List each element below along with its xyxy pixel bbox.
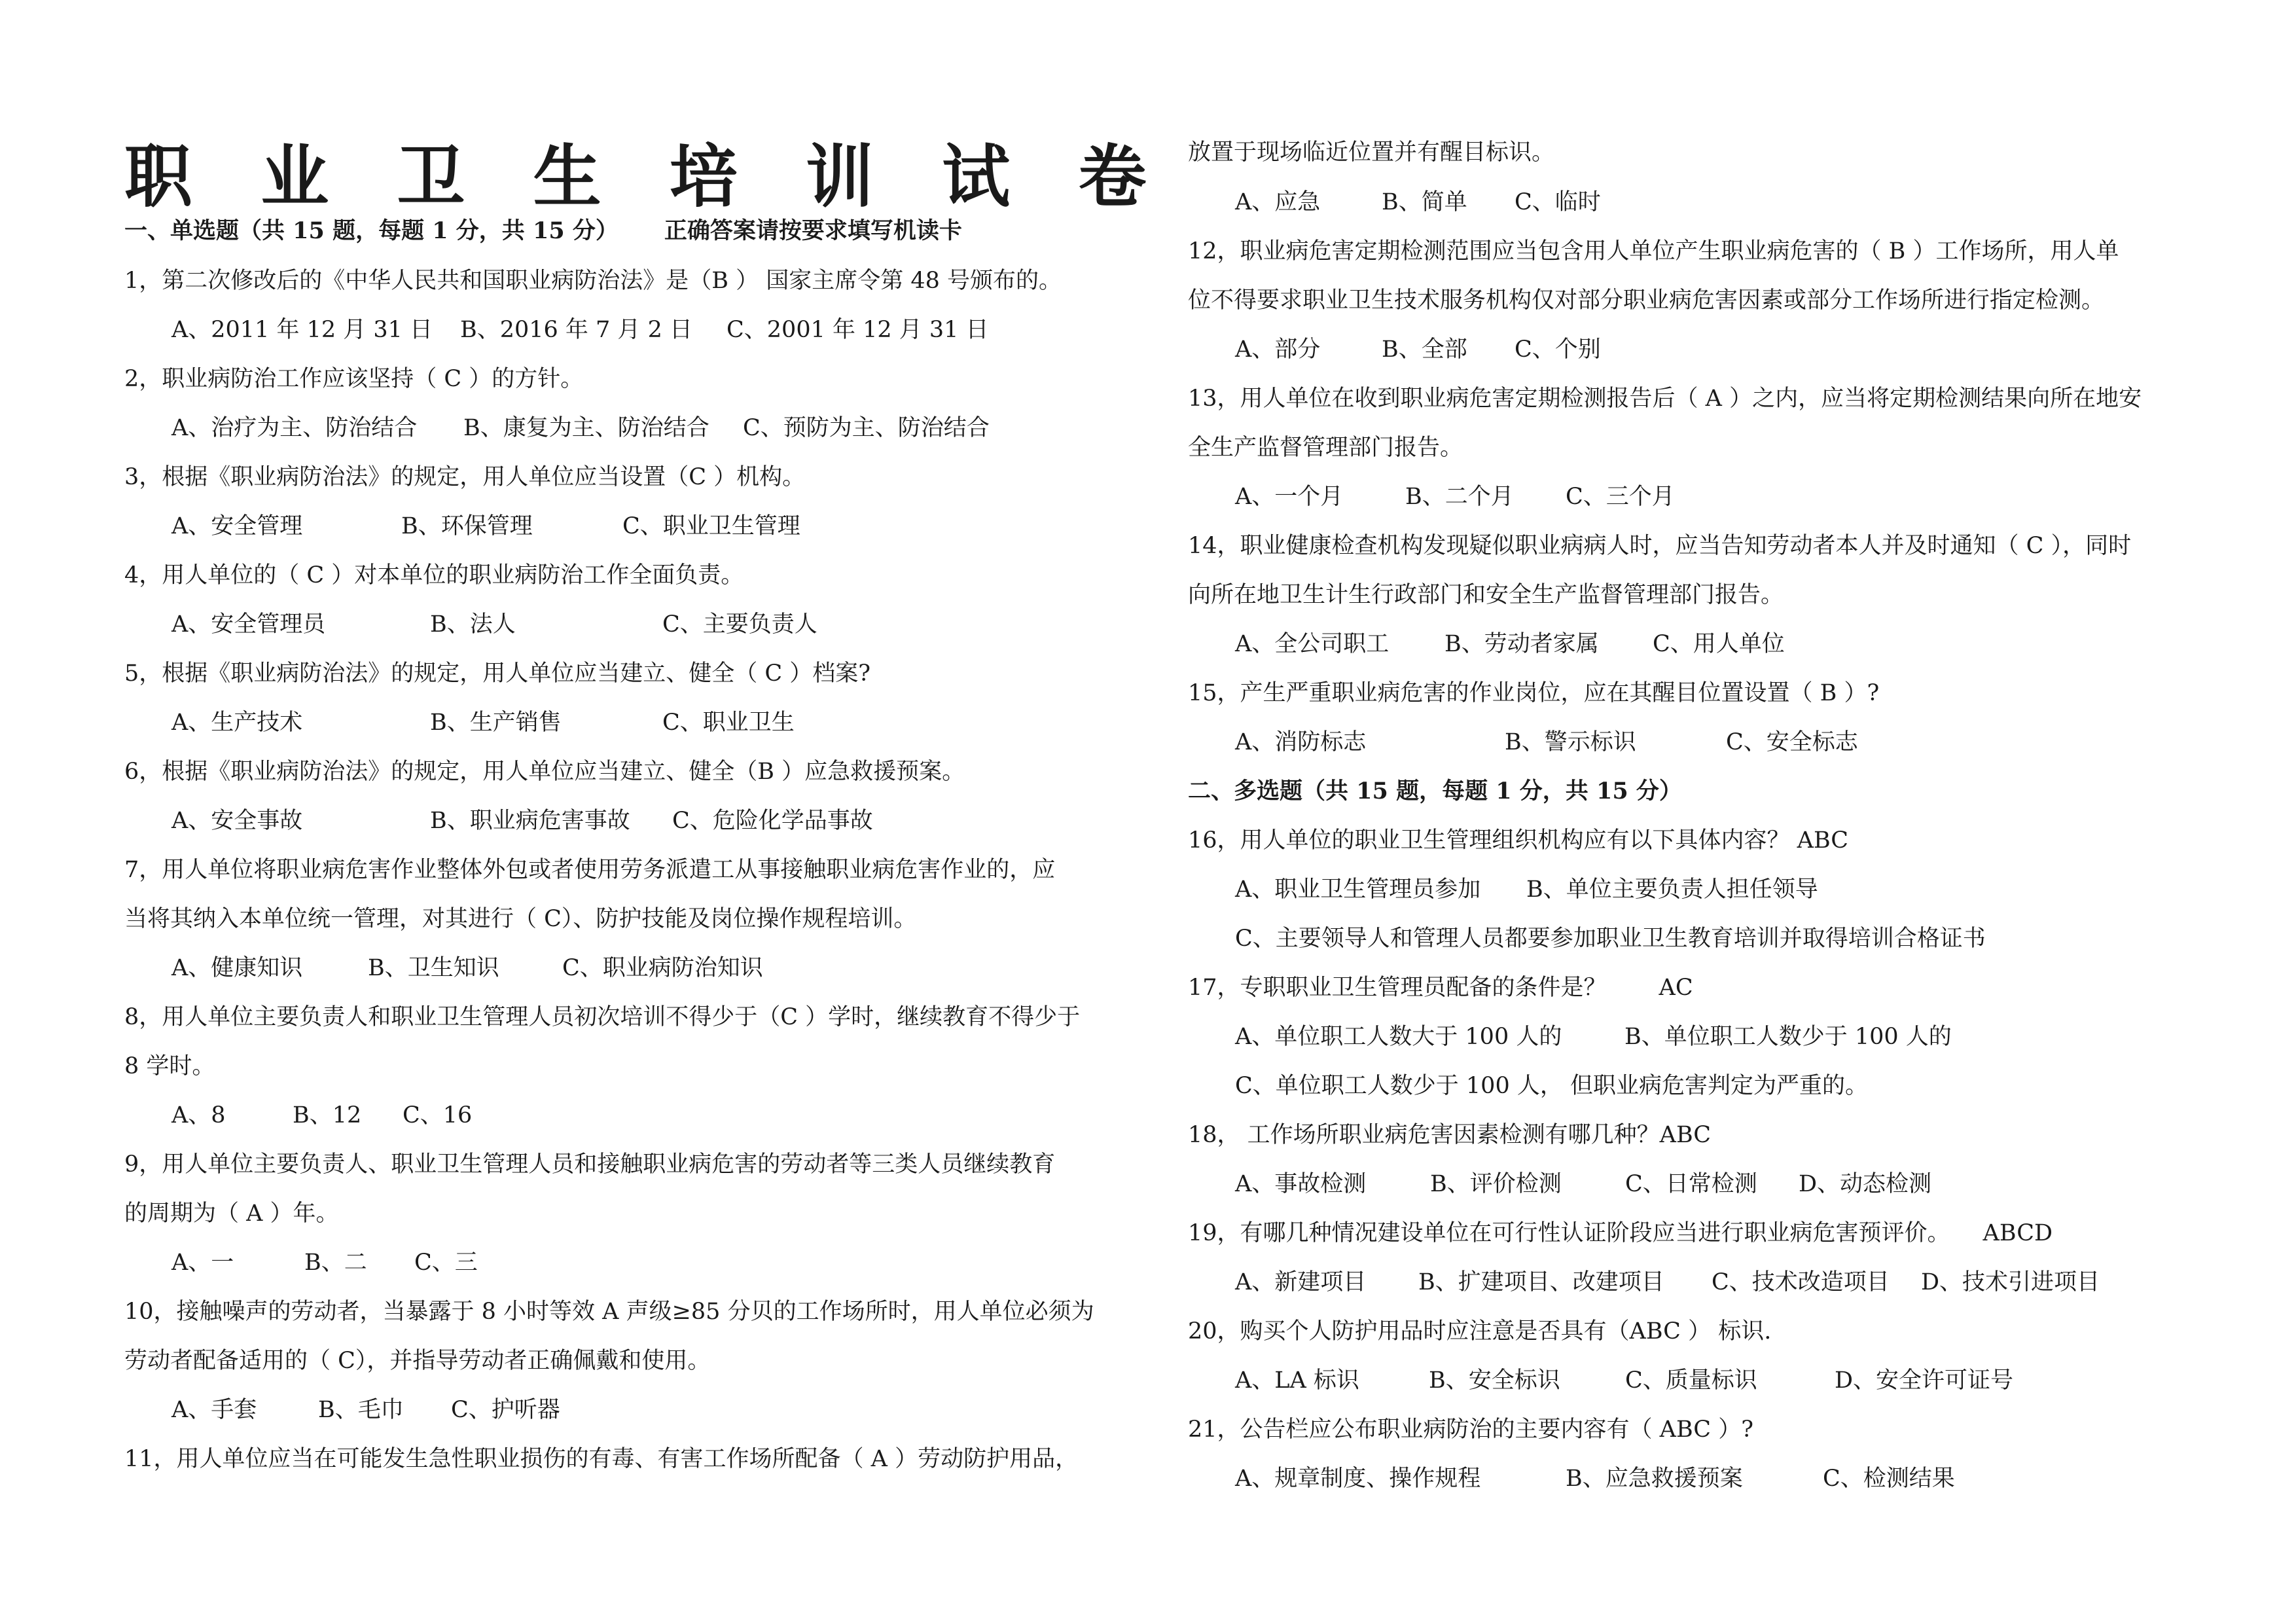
q19-text: 19，有哪几种情况建设单位在可行性认证阶段应当进行职业病危害预评价。	[1188, 1220, 1950, 1246]
q7-option-a: A、健康知识	[171, 955, 303, 981]
question-1-options	[171, 315, 989, 345]
q19-option-a: A、新建项目	[1235, 1269, 1367, 1295]
q9-option-a: A、一	[171, 1250, 234, 1276]
question-17-options	[1235, 1022, 1952, 1052]
q13-option-c: C、三个月	[1566, 484, 1675, 510]
question-21: 21，公告栏应公布职业病防治的主要内容有（ ABC ）?	[1188, 1416, 1753, 1443]
q17-answer: AC	[1659, 975, 1693, 1001]
q2-option-a: A、治疗为主、防治结合	[171, 415, 418, 441]
section2-heading: 二、多选题（共 15 题，每题 1 分，共 15 分）	[1188, 778, 1682, 804]
section1-heading	[124, 216, 962, 246]
question-20-options	[1235, 1365, 2013, 1396]
q19-option-d: D、技术引进项目	[1921, 1269, 2100, 1295]
q15-option-b: B、警示标识	[1505, 729, 1636, 755]
q16-option-c: C、主要领导人和管理人员都要参加职业卫生教育培训并取得培训合格证书	[1235, 926, 1986, 952]
question-10-line-2: 劳动者配备适用的（ C），并指导劳动者正确佩戴和使用。	[124, 1348, 711, 1374]
q20-option-b: B、安全标识	[1429, 1367, 1560, 1394]
question-3: 3，根据《职业病防治法》的规定，用人单位应当设置（C ）机构。	[124, 464, 806, 490]
q15-option-a: A、消防标志	[1235, 729, 1367, 755]
q21-option-c: C、检测结果	[1823, 1466, 1955, 1492]
question-5: 5，根据《职业病防治法》的规定，用人单位应当建立、健全（ C ）档案?	[124, 660, 871, 687]
question-9-line-1: 9，用人单位主要负责人、职业卫生管理人员和接触职业病危害的劳动者等三类人员继续教育	[124, 1151, 1056, 1178]
question-19	[1188, 1218, 2053, 1248]
q7-option-c: C、职业病防治知识	[562, 955, 763, 981]
q5-option-a: A、生产技术	[171, 710, 303, 736]
q18-option-d: D、动态检测	[1799, 1171, 1932, 1197]
q18-option-c: C、日常检测	[1625, 1171, 1757, 1197]
section1-note: 正确答案请按要求填写机读卡	[664, 217, 962, 244]
q21-option-b: B、应急救援预案	[1566, 1466, 1743, 1492]
q6-option-c: C、危险化学品事故	[672, 808, 873, 834]
question-9-line-2: 的周期为（ A ）年。	[124, 1200, 339, 1227]
q12-option-b: B、全部	[1382, 336, 1467, 363]
q16-option-a: A、职业卫生管理员参加	[1235, 876, 1481, 903]
question-8-line-2: 8 学时。	[124, 1053, 215, 1079]
q7-option-b: B、卫生知识	[368, 955, 499, 981]
q8-option-c: C、16	[403, 1102, 473, 1128]
q13-option-b: B、二个月	[1405, 484, 1514, 510]
q4-option-a: A、安全管理员	[171, 611, 326, 638]
question-11-line-1: 11，用人单位应当在可能发生急性职业损伤的有毒、有害工作场所配备（ A ）劳动防护用品，	[124, 1446, 1079, 1472]
q10-option-b: B、毛巾	[318, 1397, 404, 1423]
question-7-line-1: 7，用人单位将职业病危害作业整体外包或者使用劳务派遣工从事接触职业病危害作业的，应	[124, 857, 1056, 883]
question-20: 20，购买个人防护用品时应注意是否具有（ABC ） 标识.	[1188, 1318, 1772, 1344]
question-12-line-2: 位不得要求职业卫生技术服务机构仅对部分职业病危害因素或部分工作场所进行指定检测。	[1188, 287, 2105, 314]
q5-option-b: B、生产销售	[430, 710, 562, 736]
q6-option-b: B、职业病危害事故	[430, 808, 630, 834]
q19-option-b: B、扩建项目、改建项目	[1418, 1269, 1664, 1295]
question-5-options	[171, 708, 795, 738]
q18-option-b: B、评价检测	[1430, 1171, 1562, 1197]
question-13-line-2: 全生产监督管理部门报告。	[1188, 435, 1463, 461]
q19-option-c: C、技术改造项目	[1712, 1269, 1890, 1295]
q17-option-c: C、单位职工人数少于 100 人， 但职业病危害判定为严重的。	[1235, 1073, 1868, 1099]
q21-option-a: A、规章制度、操作规程	[1235, 1466, 1481, 1492]
q1-option-a: A、2011 年 12 月 31 日	[171, 317, 433, 343]
q20-option-c: C、质量标识	[1625, 1367, 1757, 1394]
q17-option-b: B、单位职工人数少于 100 人的	[1624, 1024, 1952, 1050]
question-18-options	[1235, 1169, 1931, 1199]
question-13-line-1: 13，用人单位在收到职业病危害定期检测报告后（ A ）之内，应当将定期检测结果向所在地安	[1188, 386, 2142, 412]
question-16-options	[1235, 875, 1818, 905]
q3-option-a: A、安全管理	[171, 513, 303, 539]
q9-option-c: C、三	[414, 1250, 478, 1276]
q11-option-a: A、应急	[1235, 189, 1321, 215]
question-12-options	[1235, 334, 1601, 365]
question-14-line-1: 14，职业健康检查机构发现疑似职业病病人时，应当告知劳动者本人并及时通知（ C ），同时	[1188, 533, 2132, 559]
question-4-options	[171, 609, 817, 640]
q16-option-b: B、单位主要负责人担任领导	[1526, 876, 1818, 903]
q17-text: 17，专职职业卫生管理员配备的条件是？	[1188, 975, 1607, 1001]
q10-option-c: C、护听器	[451, 1397, 560, 1423]
q19-answer: ABCD	[1982, 1220, 2053, 1246]
question-14-line-2: 向所在地卫生计生行政部门和安全生产监督管理部门报告。	[1188, 582, 1784, 608]
question-7-line-2: 当将其纳入本单位统一管理，对其进行（ C）、防护技能及岗位操作规程培训。	[124, 906, 917, 932]
question-18: 18， 工作场所职业病危害因素检测有哪几种？ABC	[1188, 1122, 1712, 1148]
section1-title: 一、单选题（共 15 题，每题 1 分，共 15 分）	[124, 217, 619, 244]
q11-option-b: B、简单	[1382, 189, 1467, 215]
question-21-options	[1235, 1464, 1955, 1494]
q5-option-c: C、职业卫生	[662, 710, 795, 736]
question-1: 1，第二次修改后的《中华人民共和国职业病防治法》是（B ） 国家主席令第 48 号颁布的。	[124, 268, 1062, 294]
q20-option-a: A、LA 标识	[1235, 1367, 1359, 1394]
q4-option-b: B、法人	[430, 611, 516, 638]
question-10-line-1: 10，接触噪声的劳动者，当暴露于 8 小时等效 A 声级≥85 分贝的工作场所时，用人单位必须为	[124, 1299, 1094, 1325]
question-2-options	[171, 413, 990, 443]
q14-option-a: A、全公司职工	[1235, 631, 1390, 657]
question-11-line-2: 放置于现场临近位置并有醒目标识。	[1188, 139, 1555, 166]
q2-option-b: B、康复为主、防治结合	[463, 415, 709, 441]
q14-option-b: B、劳动者家属	[1444, 631, 1599, 657]
question-8-line-1: 8，用人单位主要负责人和职业卫生管理人员初次培训不得少于（C ）学时，继续教育不得少于	[124, 1004, 1081, 1030]
question-7-options	[171, 953, 763, 983]
q8-option-a: A、8	[171, 1102, 226, 1128]
q4-option-c: C、主要负责人	[662, 611, 817, 638]
question-16: 16，用人单位的职业卫生管理组织机构应有以下具体内容？ ABC	[1188, 827, 1849, 854]
question-12-line-1: 12，职业病危害定期检测范围应当包含用人单位产生职业病危害的（ B ）工作场所，用人单	[1188, 238, 2119, 264]
q20-option-d: D、安全许可证号	[1835, 1367, 2014, 1394]
q10-option-a: A、手套	[171, 1397, 257, 1423]
page-title: 职 业 卫 生 培 训 试 卷	[124, 136, 1169, 217]
question-2: 2，职业病防治工作应该坚持（ C ）的方针。	[124, 366, 584, 392]
question-13-options	[1235, 482, 1675, 512]
q13-option-a: A、一个月	[1235, 484, 1344, 510]
question-14-options	[1235, 629, 1785, 659]
question-19-options	[1235, 1267, 2100, 1297]
question-9-options	[171, 1248, 478, 1278]
q18-option-a: A、事故检测	[1235, 1171, 1367, 1197]
question-8-options	[171, 1100, 472, 1130]
q11-option-c: C、临时	[1515, 189, 1601, 215]
q15-option-c: C、安全标志	[1726, 729, 1858, 755]
q2-option-c: C、预防为主、防治结合	[743, 415, 990, 441]
question-11-options	[1235, 187, 1601, 217]
question-15-options	[1235, 727, 1858, 757]
q1-option-c: C、2001 年 12 月 31 日	[726, 317, 989, 343]
q9-option-b: B、二	[304, 1250, 367, 1276]
q8-option-b: B、12	[293, 1102, 362, 1128]
question-6: 6，根据《职业病防治法》的规定，用人单位应当建立、健全（B ）应急救援预案。	[124, 759, 965, 785]
question-3-options	[171, 511, 800, 541]
q14-option-c: C、用人单位	[1653, 631, 1785, 657]
q1-option-b: B、2016 年 7 月 2 日	[460, 317, 692, 343]
q12-option-a: A、部分	[1235, 336, 1321, 363]
q12-option-c: C、个别	[1515, 336, 1601, 363]
q3-option-c: C、职业卫生管理	[622, 513, 800, 539]
q3-option-b: B、环保管理	[401, 513, 533, 539]
q6-option-a: A、安全事故	[171, 808, 303, 834]
question-6-options	[171, 806, 873, 836]
question-17	[1188, 973, 1693, 1003]
q17-option-a: A、单位职工人数大于 100 人的	[1235, 1024, 1562, 1050]
question-15: 15，产生严重职业病危害的作业岗位，应在其醒目位置设置（ B ）?	[1188, 680, 1880, 706]
question-10-options	[171, 1395, 560, 1425]
question-4: 4，用人单位的（ C ）对本单位的职业病防治工作全面负责。	[124, 562, 744, 588]
